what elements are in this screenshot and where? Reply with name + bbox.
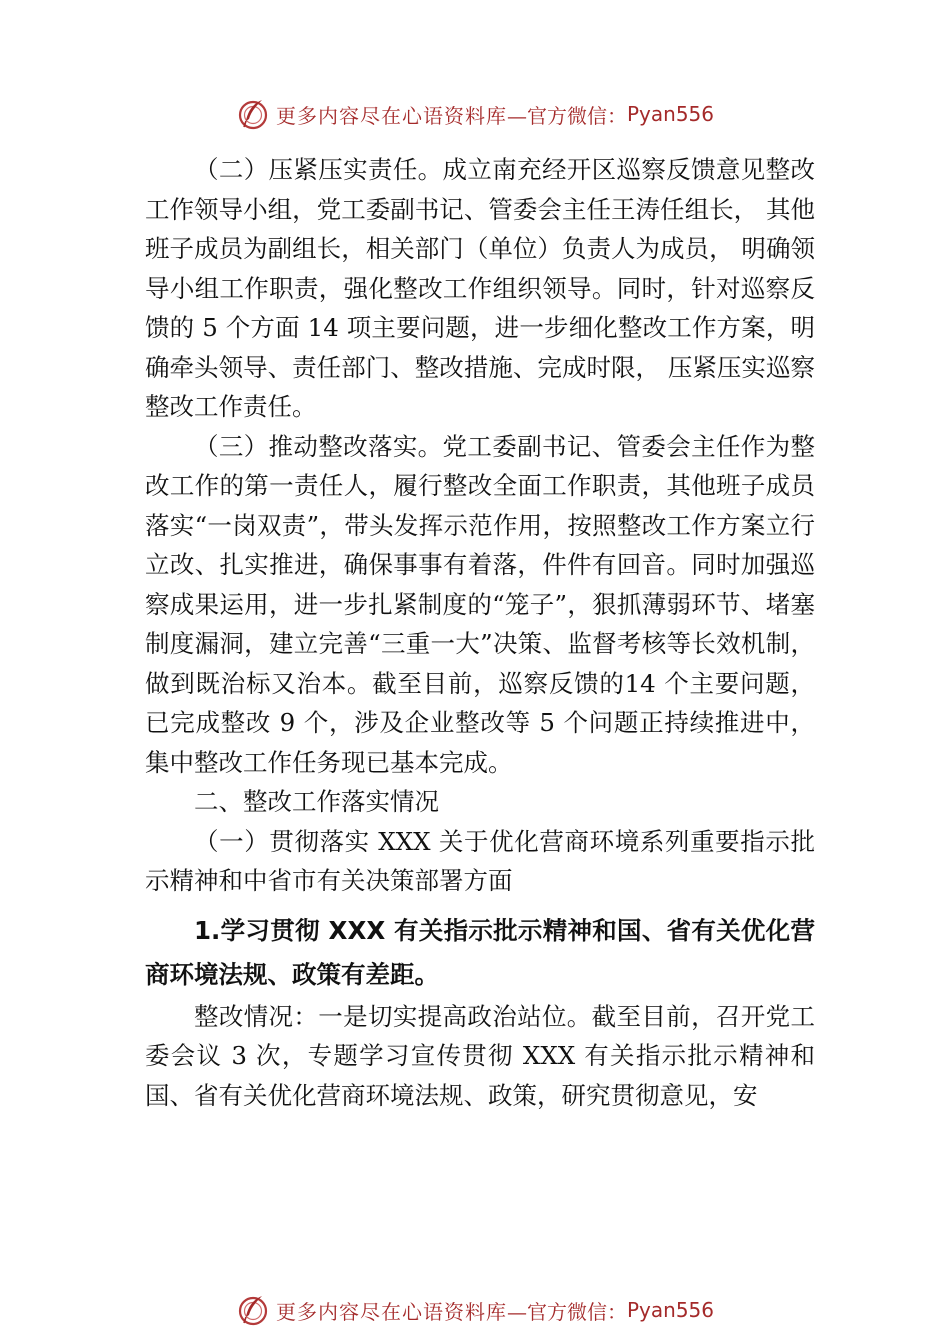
watermark-text: 更多内容尽在心语资料库 — [275, 103, 507, 128]
footer-watermark — [0, 1290, 950, 1330]
header-watermark — [0, 94, 950, 134]
watermark-text: 更多内容尽在心语资料库 — [275, 1299, 507, 1324]
section-heading: 二、整改工作落实情况 — [194, 787, 439, 816]
feather-pen-seal-icon — [236, 1293, 270, 1327]
document-body — [145, 150, 815, 1115]
subsection-heading: （一）贯彻落实 XXX 关于优化营商环境系列重要指示批示精神和中省市有关决策部署方面 — [145, 826, 815, 895]
paragraph-responsibility: （二）压紧压实责任。成立南充经开区巡察反馈意见整改工作领导小组，党工委副书记、管委会主任王涛任组长， 其他班子成员为副组长，相关部门（单位）负责人为成员， 明确领导小组工作职责，强化整改工作组织领导。同时，针对巡察反馈的 5 个方面 14 项主要问题，进一步细化整改工作方案，明确牵头领导、责任部门、整改措施、完成时限， 压紧压实巡察整改工作责任。 — [145, 155, 815, 421]
watermark-separator: —官方微信： — [506, 1299, 627, 1324]
paragraph-rectification: （三）推动整改落实。党工委副书记、管委会主任作为整改工作的第一责任人，履行整改全面工作职责，其他班子成员落实“一岗双责”，带头发挥示范作用，按照整改工作方案立行立改、扎实推进，确保事事有着落，件件有回音。同时加强巡察成果运用，进一步扎紧制度的“笼子”，狠抓薄弱环节、堵塞制度漏洞，建立完善“三重一大”决策、监督考核等长效机制，做到既治标又治本。截至目前，巡察反馈的14 个主要问题，已完成整改 9 个，涉及企业整改等 5 个问题正持续推进中，集中整改工作任务现已基本完成。 — [145, 431, 815, 777]
watermark-separator: —官方微信： — [506, 103, 627, 128]
bold-item-heading: 1.学习贯彻 XXX 有关指示批示精神和国、省有关优化营商环境法规、政策有差距。 — [145, 915, 815, 989]
watermark-wechat-id: Pyan556 — [626, 1298, 714, 1322]
watermark-wechat-id: Pyan556 — [626, 102, 714, 126]
paragraph-status: 整改情况：一是切实提高政治站位。截至目前，召开党工委会议 3 次，专题学习宣传贯彻 XXX 有关指示批示精神和国、省有关优化营商环境法规、政策，研究贯彻意见，安 — [145, 1001, 815, 1110]
feather-pen-seal-icon — [236, 97, 270, 131]
